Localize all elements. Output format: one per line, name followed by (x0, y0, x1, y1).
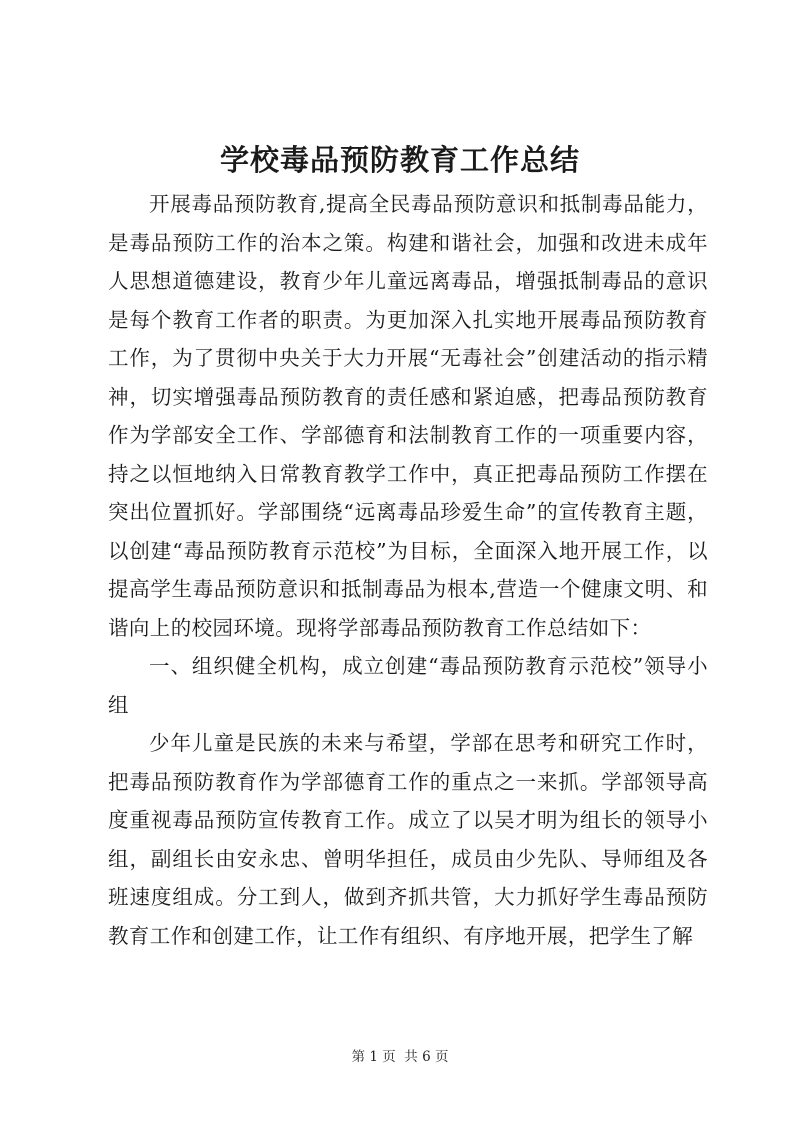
page-number: 第 1 页 (351, 1049, 396, 1065)
section-body-paragraph: 少年儿童是民族的未来与希望，学部在思考和研究工作时，把毒品预防教育作为学部德育工作的重点之一来抓。学部领导高度重视毒品预防宣传教育工作。成立了以吴才明为组长的领导小组，副组长由安永忠、曾明华担任，成员由少先队、导师组及各班速度组成。分工到人，做到齐抓共管，大力抓好学生毒品预防教育工作和创建工作，让工作有组织、有序地开展，把学生了解 (108, 731, 708, 948)
section-heading-paragraph: 一、组织健全机构，成立创建“毒品预防教育示范校”领导小组 (108, 654, 708, 717)
page-footer (0, 1048, 800, 1066)
intro-paragraph: 开展毒品预防教育,提高全民毒品预防意识和抵制毒品能力，是毒品预防工作的治本之策。构建和谐社会，加强和改进未成年人思想道德建设，教育少年儿童远离毒品，增强抵制毒品的意识是每个教育工作者的职责。为更加深入扎实地开展毒品预防教育工作，为了贯彻中央关于大力开展“无毒社会”创建活动的指示精神，切实增强毒品预防教育的责任感和紧迫感，把毒品预防教育作为学部安全工作、学部德育和法制教育工作的一项重要内容，持之以恒地纳入日常教育教学工作中，真正把毒品预防工作摆在突出位置抓好。学部围绕“远离毒品珍爱生命”的宣传教育主题，以创建“毒品预防教育示范校”为目标，全面深入地开展工作，以提高学生毒品预防意识和抵制毒品为根本,营造一个健康文明、和谐向上的校园环境。现将学部毒品预防教育工作总结如下： (108, 192, 708, 640)
document-title: 学校毒品预防教育工作总结 (219, 143, 580, 177)
document-body (108, 185, 708, 955)
total-pages: 共 6 页 (404, 1049, 449, 1065)
